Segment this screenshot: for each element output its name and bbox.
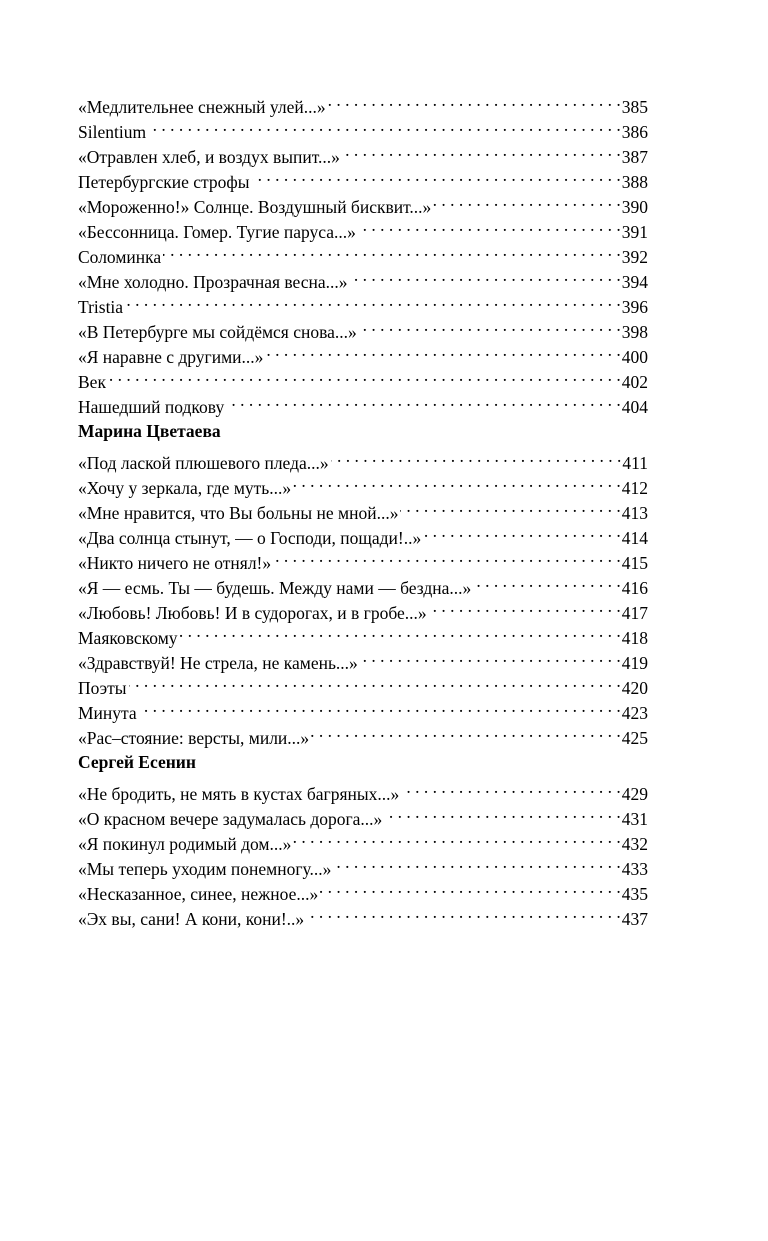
dot-leader xyxy=(400,494,620,519)
entry-title: «Два солнца стынут, — о Господи, пощади!..» xyxy=(78,528,422,548)
author-heading: Марина Цветаева xyxy=(78,421,221,441)
entry-title: «Мы теперь уходим понемногу...» xyxy=(78,859,332,879)
toc-entry xyxy=(78,669,648,698)
entry-title: «Любовь! Любовь! И в судорогах, и в гробе...» xyxy=(78,603,427,623)
entry-page-number: 416 xyxy=(621,578,648,598)
entry-title: Минута xyxy=(78,703,137,723)
entry-title: «Несказанное, синее, нежное...» xyxy=(78,884,319,904)
dot-leader xyxy=(433,188,620,213)
dot-leader xyxy=(429,594,621,619)
entry-title: «Хочу у зеркала, где муть...» xyxy=(78,478,292,498)
entry-page-number: 394 xyxy=(621,272,648,292)
entry-page-number: 413 xyxy=(621,503,648,523)
entry-title: «Отравлен хлеб, и воздух выпит...» xyxy=(78,147,340,167)
dot-leader xyxy=(328,88,621,113)
toc-entry xyxy=(78,238,648,267)
dot-leader xyxy=(293,825,620,850)
toc-entry xyxy=(78,138,648,167)
entry-page-number: 385 xyxy=(621,97,648,117)
toc-entry xyxy=(78,775,648,804)
entry-page-number: 386 xyxy=(621,122,648,142)
entry-title: «Мне нравится, что Вы больны не мной...» xyxy=(78,503,399,523)
entry-title: Петербургские строфы xyxy=(78,172,250,192)
dot-leader xyxy=(473,569,621,594)
toc-entry xyxy=(78,719,648,748)
dot-leader xyxy=(226,388,621,413)
author-heading: Сергей Есенин xyxy=(78,752,196,772)
toc-entry xyxy=(78,694,648,723)
dot-leader xyxy=(320,875,621,900)
entry-page-number: 423 xyxy=(621,703,648,723)
toc-entry xyxy=(78,388,648,417)
toc-entry xyxy=(78,288,648,317)
entry-page-number: 415 xyxy=(621,553,648,573)
dot-leader xyxy=(139,694,621,719)
entry-page-number: 417 xyxy=(621,603,648,623)
entry-page-number: 414 xyxy=(621,528,648,548)
entry-title: Silentium xyxy=(78,122,147,142)
dot-leader xyxy=(423,519,621,544)
dot-leader xyxy=(359,313,621,338)
dot-leader xyxy=(401,775,620,800)
entry-page-number: 391 xyxy=(621,222,648,242)
entry-title: «Мне холодно. Прозрачная весна...» xyxy=(78,272,348,292)
entry-page-number: 412 xyxy=(621,478,648,498)
entry-title: «Здравствуй! Не стрела, не камень...» xyxy=(78,653,358,673)
entry-title: Век xyxy=(78,372,106,392)
entry-title: «Рас–стояние: версты, мили...» xyxy=(78,728,310,748)
entry-title: «Не бродить, не мять в кустах багряных...» xyxy=(78,784,400,804)
dot-leader xyxy=(360,644,621,669)
dot-leader xyxy=(163,238,621,263)
entry-page-number: 425 xyxy=(621,728,648,748)
toc-entry xyxy=(78,113,648,142)
entry-title: Нашедший подкову xyxy=(78,397,225,417)
entry-page-number: 437 xyxy=(621,909,648,929)
dot-leader xyxy=(350,263,621,288)
entry-title: Соломинка xyxy=(78,247,162,267)
dot-leader xyxy=(331,444,622,469)
entry-page-number: 435 xyxy=(621,884,648,904)
dot-leader xyxy=(108,363,621,388)
dot-leader xyxy=(129,669,621,694)
dot-leader xyxy=(252,163,621,188)
entry-title: «Я — есмь. Ты — будешь. Между нами — бездна...» xyxy=(78,578,472,598)
entry-title: «Никто ничего не отнял!» xyxy=(78,553,272,573)
dot-leader xyxy=(342,138,621,163)
dot-leader xyxy=(384,800,620,825)
table-of-contents xyxy=(78,88,648,929)
dot-leader xyxy=(293,469,621,494)
entry-page-number: 420 xyxy=(621,678,648,698)
toc-entry xyxy=(78,263,648,292)
entry-title: «Эх вы, сани! А кони, кони!..» xyxy=(78,909,305,929)
entry-page-number: 390 xyxy=(621,197,648,217)
dot-leader xyxy=(306,900,621,925)
dot-leader xyxy=(358,213,621,238)
entry-title: Поэты xyxy=(78,678,127,698)
entry-page-number: 433 xyxy=(621,859,648,879)
toc-entry xyxy=(78,88,648,117)
entry-title: «Под лаской плюшевого пледа...» xyxy=(78,453,329,473)
entry-page-number: 387 xyxy=(621,147,648,167)
toc-entry xyxy=(78,363,648,392)
entry-title: «Бессонница. Гомер. Тугие паруса...» xyxy=(78,222,356,242)
dot-leader xyxy=(311,719,621,744)
entry-page-number: 398 xyxy=(621,322,648,342)
entry-page-number: 404 xyxy=(621,397,648,417)
entry-page-number: 411 xyxy=(622,453,648,473)
entry-page-number: 419 xyxy=(621,653,648,673)
entry-title: Маяковскому xyxy=(78,628,178,648)
entry-page-number: 400 xyxy=(621,347,648,367)
dot-leader xyxy=(125,288,621,313)
entry-title: «Мороженно!» Солнце. Воздушный бисквит...» xyxy=(78,197,432,217)
entry-title: «Медлительнее снежный улей...» xyxy=(78,97,326,117)
toc-entry xyxy=(78,313,648,342)
entry-page-number: 402 xyxy=(621,372,648,392)
dot-leader xyxy=(333,850,620,875)
dot-leader xyxy=(148,113,621,138)
entry-title: «Я покинул родимый дом...» xyxy=(78,834,292,854)
dot-leader xyxy=(273,544,621,569)
entry-page-number: 396 xyxy=(621,297,648,317)
entry-title: Tristia xyxy=(78,297,124,317)
entry-title: «В Петербурге мы сойдёмся снова...» xyxy=(78,322,357,342)
dot-leader xyxy=(180,619,621,644)
entry-page-number: 432 xyxy=(621,834,648,854)
entry-page-number: 392 xyxy=(621,247,648,267)
entry-page-number: 431 xyxy=(621,809,648,829)
toc-entry xyxy=(78,444,648,473)
entry-page-number: 429 xyxy=(621,784,648,804)
entry-page-number: 388 xyxy=(621,172,648,192)
entry-page-number: 418 xyxy=(621,628,648,648)
entry-title: «О красном вечере задумалась дорога...» xyxy=(78,809,383,829)
entry-title: «Я наравне с другими...» xyxy=(78,347,264,367)
dot-leader xyxy=(265,338,620,363)
